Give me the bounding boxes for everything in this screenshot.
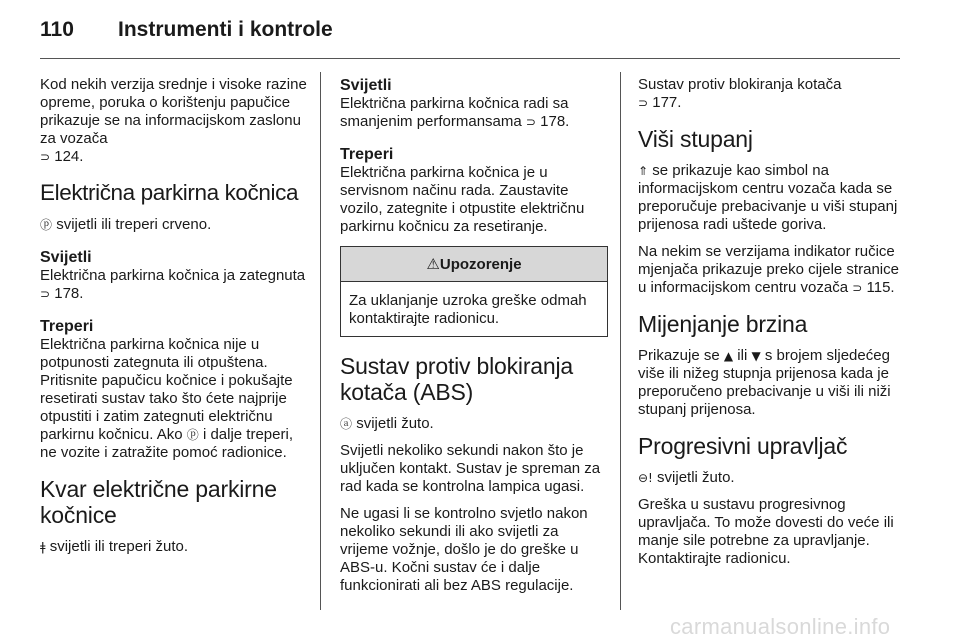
heading-progressive-steering: Progresivni upravljač [638, 433, 848, 459]
warning-header [341, 247, 607, 282]
kvar-paragraph [40, 538, 308, 556]
column-3 [638, 76, 906, 577]
abs-text: svijetli žuto. [356, 415, 434, 432]
epb-fault-icon: ǂ [40, 540, 46, 554]
gear-shift-or: ili [737, 347, 748, 364]
intro-text: Sustav protiv blokiranja kotača [638, 76, 842, 93]
upshift-paragraph [638, 162, 906, 234]
abs-paragraph-2: Ne ugasi li se kontrolno svjetlo nakon nekoliko sekundi ili ako svijetli za vrijeme vožnje, došlo je do greške u ABS-u. Kočni sustav će i dalje funkcionirati ali bez ABS regulacije. [340, 505, 588, 594]
gear-shift-text-1: Prikazuje se [638, 347, 720, 364]
heading-abs: Sustav protiv blokiranja kotača (ABS) [340, 353, 573, 405]
page-ref-icon: ⊃ [852, 281, 863, 295]
steering-paragraph [638, 469, 906, 487]
abs-paragraph-1: Svijetli nekoliko sekundi nakon što je uključen kontakt. Sustav je spreman za rad kada se kontrolna lampica ugasi. [340, 442, 601, 495]
steering-paragraph-2: Greška u sustavu progresivnog upravljača. To može dovesti do veće ili manje sile potrebne za upravljanje. Kontaktirajte radionicu. [638, 496, 894, 567]
svijetli-ref[interactable]: 178. [540, 113, 570, 130]
column-1 [40, 76, 308, 565]
page-number: 110 [40, 18, 74, 41]
column-separator [320, 72, 321, 610]
abs-paragraph [340, 415, 608, 433]
svijetli-paragraph [40, 267, 308, 303]
upshift-ref[interactable]: 115. [866, 279, 895, 296]
page-header [40, 18, 920, 58]
page-ref-icon: ⊃ [525, 115, 536, 129]
epb-paragraph [40, 216, 308, 234]
intro-ref[interactable]: 177. [652, 94, 682, 111]
svijetli-text: Električna parkirna kočnica ja zategnuta [40, 267, 306, 284]
column-2 [340, 76, 608, 604]
subheading-svijetli: Svijetli [340, 77, 392, 94]
heading-electric-parking-brake: Električna parkirna kočnica [40, 180, 299, 205]
kvar-text: svijetli ili treperi žuto. [49, 538, 189, 555]
intro-text: Kod nekih verzija srednje i visoke razine opreme, poruka o korištenju papučice prikazuje se na informacijskom zaslonu za vozača [40, 76, 307, 147]
abs-icon: ⓐ [340, 417, 353, 431]
heading-epb-fault: Kvar električne parkirne kočnice [40, 476, 277, 528]
steering-text: svijetli žuto. [657, 469, 735, 486]
subheading-treperi: Treperi [40, 318, 94, 335]
intro-paragraph [638, 76, 906, 112]
parking-brake-icon: ⓟ [186, 428, 199, 442]
page-ref-icon: ⊃ [40, 150, 51, 164]
heading-gear-shift: Mijenjanje brzina [638, 311, 808, 337]
warning-text: Za uklanjanje uzroka greške odmah kontaktirajte radionicu. [349, 292, 587, 327]
upshift-text: se prikazuje kao simbol na informacijskom centru vozača kada se preporučuje prebacivanje u viši stupanj prijenosa radi uštede goriva. [638, 162, 898, 233]
gear-shift-text-2: s brojem sljedećeg više ili nižeg stupnja prijenosa kada je preporučeno prebacivanje u viši ili niži stupanj prijenosa. [638, 347, 891, 418]
intro-paragraph [40, 76, 308, 166]
header-rule [40, 58, 900, 59]
section-title: Instrumenti i kontrole [118, 18, 333, 41]
warning-icon: ⚠ [426, 255, 440, 273]
gear-shift-paragraph [638, 347, 906, 419]
watermark: carmanualsonline.info [670, 614, 891, 639]
svijetli-paragraph [340, 95, 608, 131]
warning-box [340, 246, 608, 337]
column-separator [620, 72, 621, 610]
warning-title: Upozorenje [439, 256, 522, 273]
upshift-icon: ⇑ [638, 164, 649, 178]
epb-text: svijetli ili treperi crveno. [56, 216, 212, 233]
arrow-down-icon: ▼ [751, 349, 761, 363]
subheading-treperi: Treperi [340, 146, 394, 163]
treperi-text-2: i dalje treperi, ne vozite i zatražite pomoć radionice. [40, 426, 293, 461]
heading-upshift: Viši stupanj [638, 126, 753, 152]
upshift-text-2: Na nekim se verzijama indikator ručice mjenjača prikazuje preko cijele stranice u informacijskom centru vozača [638, 243, 899, 296]
treperi-text: Električna parkirna kočnica nije u potpunosti zategnuta ili otpuštena. Pritisnite papučicu kočnice i pokušajte resetirati sustav tako što ćete najprije otpustiti i zatim zategnuti električnu parkirnu kočnicu. Ako [40, 336, 293, 443]
svijetli-ref[interactable]: 178. [54, 285, 84, 302]
page-ref-icon: ⊃ [40, 287, 51, 301]
arrow-up-icon: ▲ [723, 349, 734, 363]
treperi-paragraph: Električna parkirna kočnica je u servisnom načinu rada. Zaustavite vozilo, zategnite i otpustite električnu parkirnu kočnicu za resetiranje. [340, 164, 585, 235]
intro-ref[interactable]: 124. [54, 148, 84, 165]
steering-fault-icon: ⊖! [638, 471, 653, 485]
treperi-paragraph [40, 336, 308, 462]
page-ref-icon: ⊃ [638, 96, 649, 110]
upshift-paragraph-2 [638, 243, 906, 297]
subheading-svijetli: Svijetli [40, 249, 92, 266]
parking-brake-icon: ⓟ [40, 218, 53, 232]
svijetli-text: Električna parkirna kočnica radi sa smanjenim performansama [340, 95, 569, 130]
